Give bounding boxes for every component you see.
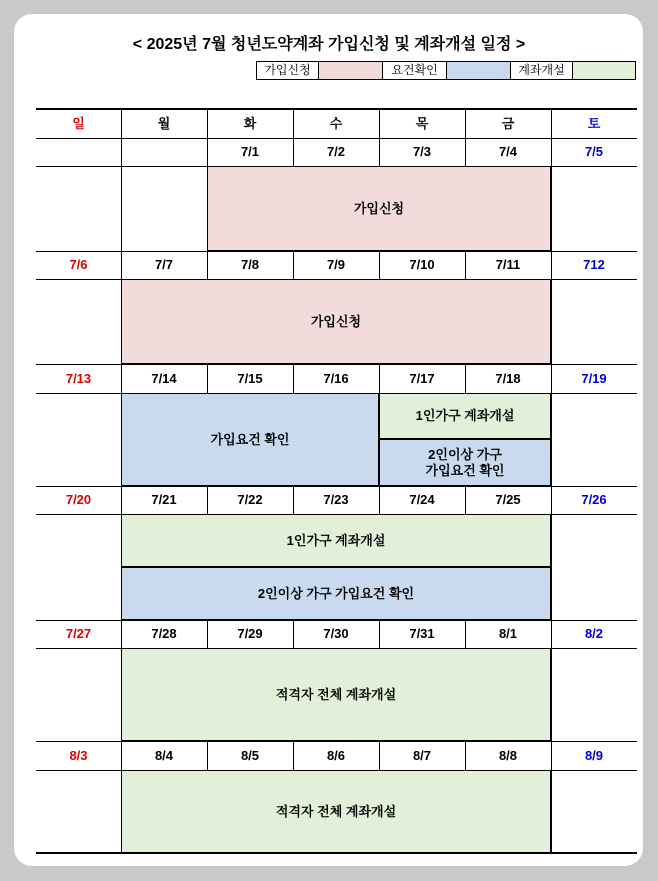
date-cell (121, 138, 207, 166)
column-divider (121, 514, 122, 620)
row-divider (36, 393, 637, 394)
column-divider (121, 279, 122, 364)
date-cell: 7/22 (237, 492, 263, 507)
legend-swatch-application (318, 61, 383, 80)
date-cell: 7/30 (323, 626, 349, 641)
weekday-header: 금 (501, 115, 515, 131)
column-divider (551, 514, 552, 620)
legend-label-application: 가입신청 (256, 61, 319, 80)
date-cell: 8/6 (326, 747, 346, 763)
row-divider (36, 770, 637, 771)
date-cell: 7/3 (412, 144, 432, 159)
date-cell: 8/3 (69, 747, 88, 763)
date-cell: 8/1 (498, 626, 518, 641)
event-band: 2인이상 가구 가입요건 확인 (379, 439, 551, 486)
event-band: 2인이상 가구 가입요건 확인 (121, 567, 551, 620)
column-divider (207, 166, 208, 251)
date-cell: 7/13 (65, 370, 92, 386)
weekday-header: 일 (72, 115, 85, 131)
event-band: 적격자 전체 계좌개설 (121, 770, 551, 853)
date-cell: 8/7 (412, 747, 432, 763)
row-divider (36, 279, 637, 280)
date-cell: 7/15 (237, 370, 263, 386)
date-cell (36, 138, 121, 166)
weekday-header: 수 (329, 115, 343, 131)
date-cell: 7/17 (409, 370, 435, 386)
date-cell: 7/2 (326, 144, 346, 159)
weekday-header: 목 (415, 115, 429, 131)
date-cell: 7/4 (498, 144, 518, 159)
date-cell: 8/4 (154, 747, 174, 763)
legend-swatch-eligibility (446, 61, 511, 80)
legend-swatch-account (572, 61, 636, 80)
row-divider (36, 514, 637, 515)
date-cell: 8/2 (584, 626, 604, 641)
date-cell: 7/31 (409, 626, 435, 641)
column-divider (551, 393, 552, 486)
row-divider (36, 648, 637, 649)
date-cell: 7/23 (323, 492, 349, 507)
weekday-header: 월 (157, 115, 171, 131)
legend-label-eligibility: 요건확인 (382, 61, 447, 80)
event-band: 1인가구 계좌개설 (379, 393, 551, 439)
date-cell: 7/28 (151, 626, 177, 641)
event-band: 가입신청 (207, 166, 551, 251)
date-cell: 7/1 (240, 144, 260, 159)
column-divider (121, 770, 122, 853)
date-cell: 8/9 (584, 747, 604, 763)
date-cell: 7/27 (65, 626, 92, 641)
date-cell: 7/19 (581, 370, 607, 386)
date-cell: 7/9 (326, 257, 346, 272)
date-cell: 7/10 (409, 257, 435, 272)
event-band: 가입신청 (121, 279, 551, 364)
date-cell: 7/6 (69, 257, 88, 272)
date-cell: 7/7 (154, 257, 174, 272)
event-band: 1인가구 계좌개설 (121, 514, 551, 567)
column-divider (551, 648, 552, 741)
date-cell: 7/29 (237, 626, 263, 641)
date-cell: 7/11 (495, 257, 521, 272)
date-cell: 7/14 (151, 370, 177, 386)
column-divider (551, 770, 552, 853)
date-cell: 7/5 (584, 144, 604, 159)
date-cell: 7/16 (323, 370, 349, 386)
date-cell: 7/20 (65, 492, 92, 507)
date-cell: 7/25 (495, 492, 521, 507)
date-cell: 7/18 (495, 370, 521, 386)
event-band: 가입요건 확인 (121, 393, 379, 486)
weekday-header: 화 (243, 115, 257, 131)
date-cell: 7/26 (581, 492, 607, 507)
column-divider (121, 393, 122, 486)
date-cell: 712 (583, 257, 605, 272)
date-cell: 8/5 (240, 747, 260, 763)
column-divider (121, 166, 122, 251)
column-divider (121, 648, 122, 741)
weekday-header: 토 (587, 115, 601, 131)
row-divider (36, 166, 637, 167)
date-cell: 7/8 (240, 257, 260, 272)
column-divider (551, 166, 552, 251)
date-cell: 8/8 (498, 747, 518, 763)
date-cell: 7/24 (409, 492, 435, 507)
page-title: < 2025년 7월 청년도약계좌 가입신청 및 계좌개설 일정 > (132, 36, 526, 53)
table-bottom-rule (36, 852, 637, 854)
event-band: 적격자 전체 계좌개설 (121, 648, 551, 741)
legend-label-account: 계좌개설 (510, 61, 573, 80)
date-cell: 7/21 (151, 492, 177, 507)
column-divider (551, 279, 552, 364)
